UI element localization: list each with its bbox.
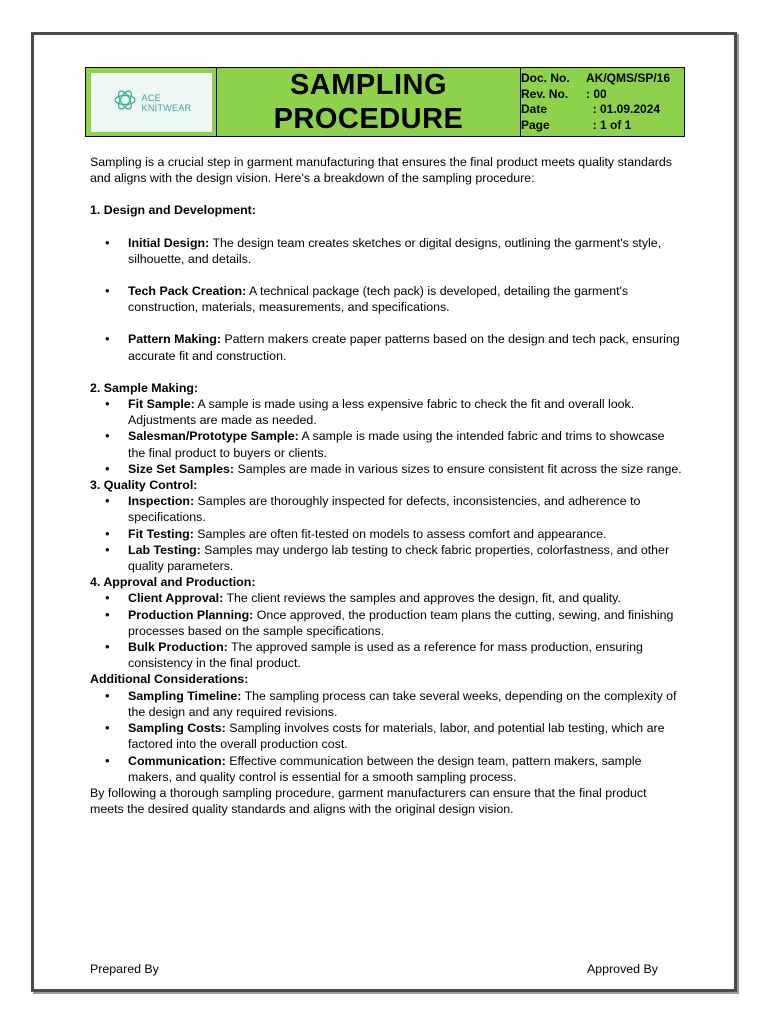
item-text: A technical package (tech pack) is developed, detailing the garment's construction, materials, measurements, and specifications. xyxy=(128,284,629,315)
item-lead: Initial Design: xyxy=(128,235,210,250)
item-text: Samples are made in various sizes to ensure consistent fit across the size range. xyxy=(234,461,682,476)
bullet-list xyxy=(90,235,682,364)
intro-paragraph: Sampling is a crucial step in garment manufacturing that ensures the final product meets quality standards and aligns with the design vision. Here's a breakdown of the sampling procedure: xyxy=(90,155,672,186)
document-body xyxy=(90,154,682,817)
list-item xyxy=(90,493,682,525)
item-lead: Bulk Production: xyxy=(128,640,228,655)
date-label: Date xyxy=(521,102,548,116)
list-item xyxy=(90,639,682,671)
list-item xyxy=(90,607,682,639)
list-item xyxy=(90,753,682,785)
bullet-list xyxy=(90,688,682,785)
item-text: The approved sample is used as a reference for mass production, ensuring consistency in the final product. xyxy=(128,640,643,671)
document-meta xyxy=(521,68,685,137)
page-row xyxy=(521,118,684,134)
title-cell xyxy=(217,68,521,137)
rev-no-value: : 00 xyxy=(586,86,607,101)
document-title-line-2: PROCEDURE xyxy=(273,103,464,135)
bullet-list xyxy=(90,590,682,671)
conclusion-paragraph: By following a thorough sampling procedure, garment manufacturers can ensure that the final product meets the desired quality standards and aligns with the original design vision. xyxy=(90,785,647,817)
section-approval-production xyxy=(90,574,682,671)
item-text: The sampling process can take several weeks, depending on the complexity of the design and any required revisions. xyxy=(128,688,677,719)
logo-line-1: ACE xyxy=(141,92,161,103)
bullet-list xyxy=(90,396,682,477)
date-value: : 01.09.2024 xyxy=(586,102,661,116)
item-text: Effective communication between the design team, pattern makers, sample makers, and quality control is essential for a smooth sampling process. xyxy=(128,753,642,784)
document-title-line-1: SAMPLING xyxy=(289,69,448,101)
page-value: : 1 of 1 xyxy=(586,117,632,132)
item-text: Samples are thoroughly inspected for defects, inconsistencies, and adherence to specifications. xyxy=(128,494,641,525)
section-heading: 4. Approval and Production: xyxy=(90,575,256,590)
item-text: Pattern makers create paper patterns based on the design and tech pack, ensuring accurate fit and construction. xyxy=(128,332,680,363)
rev-no-label: Rev. No. xyxy=(521,86,569,101)
item-lead: Communication: xyxy=(128,753,226,768)
item-lead: Fit Sample: xyxy=(128,397,195,412)
section-additional-considerations xyxy=(90,671,682,784)
item-text: A sample is made using the intended fabric and trims to showcase the final product to buyers or clients. xyxy=(128,429,665,460)
item-lead: Inspection: xyxy=(128,494,195,509)
item-text: Once approved, the production team plans the cutting, sewing, and finishing processes based on the sample specifications. xyxy=(128,607,674,638)
date-row xyxy=(521,102,684,118)
item-lead: Lab Testing: xyxy=(128,542,201,557)
item-lead: Client Approval: xyxy=(128,591,224,606)
logo-cell xyxy=(86,68,217,137)
list-item xyxy=(90,688,682,720)
item-lead: Size Set Samples: xyxy=(128,461,235,476)
list-item xyxy=(90,331,682,363)
document-header xyxy=(85,67,685,137)
list-item xyxy=(90,283,682,315)
item-text: A sample is made using a less expensive fabric to check the fit and overall look. Adjustments are made as needed. xyxy=(128,397,635,428)
logo-line-2: KNITWEAR xyxy=(141,102,192,113)
list-item xyxy=(90,428,682,460)
item-lead: Sampling Timeline: xyxy=(128,688,242,703)
page-label: Page xyxy=(521,117,550,132)
section-quality-control xyxy=(90,477,682,574)
doc-no-label: Doc. No. xyxy=(521,71,570,85)
item-text: The design team creates sketches or digital designs, outlining the garment's style, silhouette, and details. xyxy=(128,235,662,266)
list-item xyxy=(90,235,682,267)
list-item xyxy=(90,590,682,606)
rev-no-row xyxy=(521,87,684,103)
list-item xyxy=(90,461,682,477)
section-heading: Additional Considerations: xyxy=(90,672,249,687)
section-heading: 3. Quality Control: xyxy=(90,478,198,493)
approved-by-label: Approved By xyxy=(587,962,658,976)
doc-no-row xyxy=(521,71,684,87)
list-item xyxy=(90,396,682,428)
prepared-by-label: Prepared By xyxy=(90,962,159,976)
item-text: Samples are often fit-tested on models to assess comfort and appearance. xyxy=(193,526,607,541)
item-lead: Tech Pack Creation: xyxy=(128,284,247,299)
item-text: The client reviews the samples and approves the design, fit, and quality. xyxy=(223,591,621,606)
item-text: Samples may undergo lab testing to check fabric properties, colorfastness, and other quality parameters. xyxy=(128,542,670,574)
list-item xyxy=(90,542,682,574)
company-logo xyxy=(91,73,212,132)
list-item xyxy=(90,720,682,752)
bullet-list xyxy=(90,493,682,574)
item-lead: Salesman/Prototype Sample: xyxy=(128,429,299,444)
item-lead: Fit Testing: xyxy=(128,526,194,541)
item-text: Sampling involves costs for materials, labor, and potential lab testing, which are factored into the overall production cost. xyxy=(128,721,665,752)
item-lead: Pattern Making: xyxy=(128,332,221,347)
section-design-development xyxy=(90,202,682,363)
section-heading: 1. Design and Development: xyxy=(90,203,256,218)
item-lead: Production Planning: xyxy=(128,607,254,622)
section-sample-making xyxy=(90,380,682,477)
knot-icon xyxy=(112,87,138,118)
logo-text xyxy=(142,93,192,113)
section-heading: 2. Sample Making: xyxy=(90,380,199,395)
item-lead: Sampling Costs: xyxy=(128,721,226,736)
list-item xyxy=(90,526,682,542)
doc-no-value: AK/QMS/SP/16 xyxy=(586,71,671,85)
